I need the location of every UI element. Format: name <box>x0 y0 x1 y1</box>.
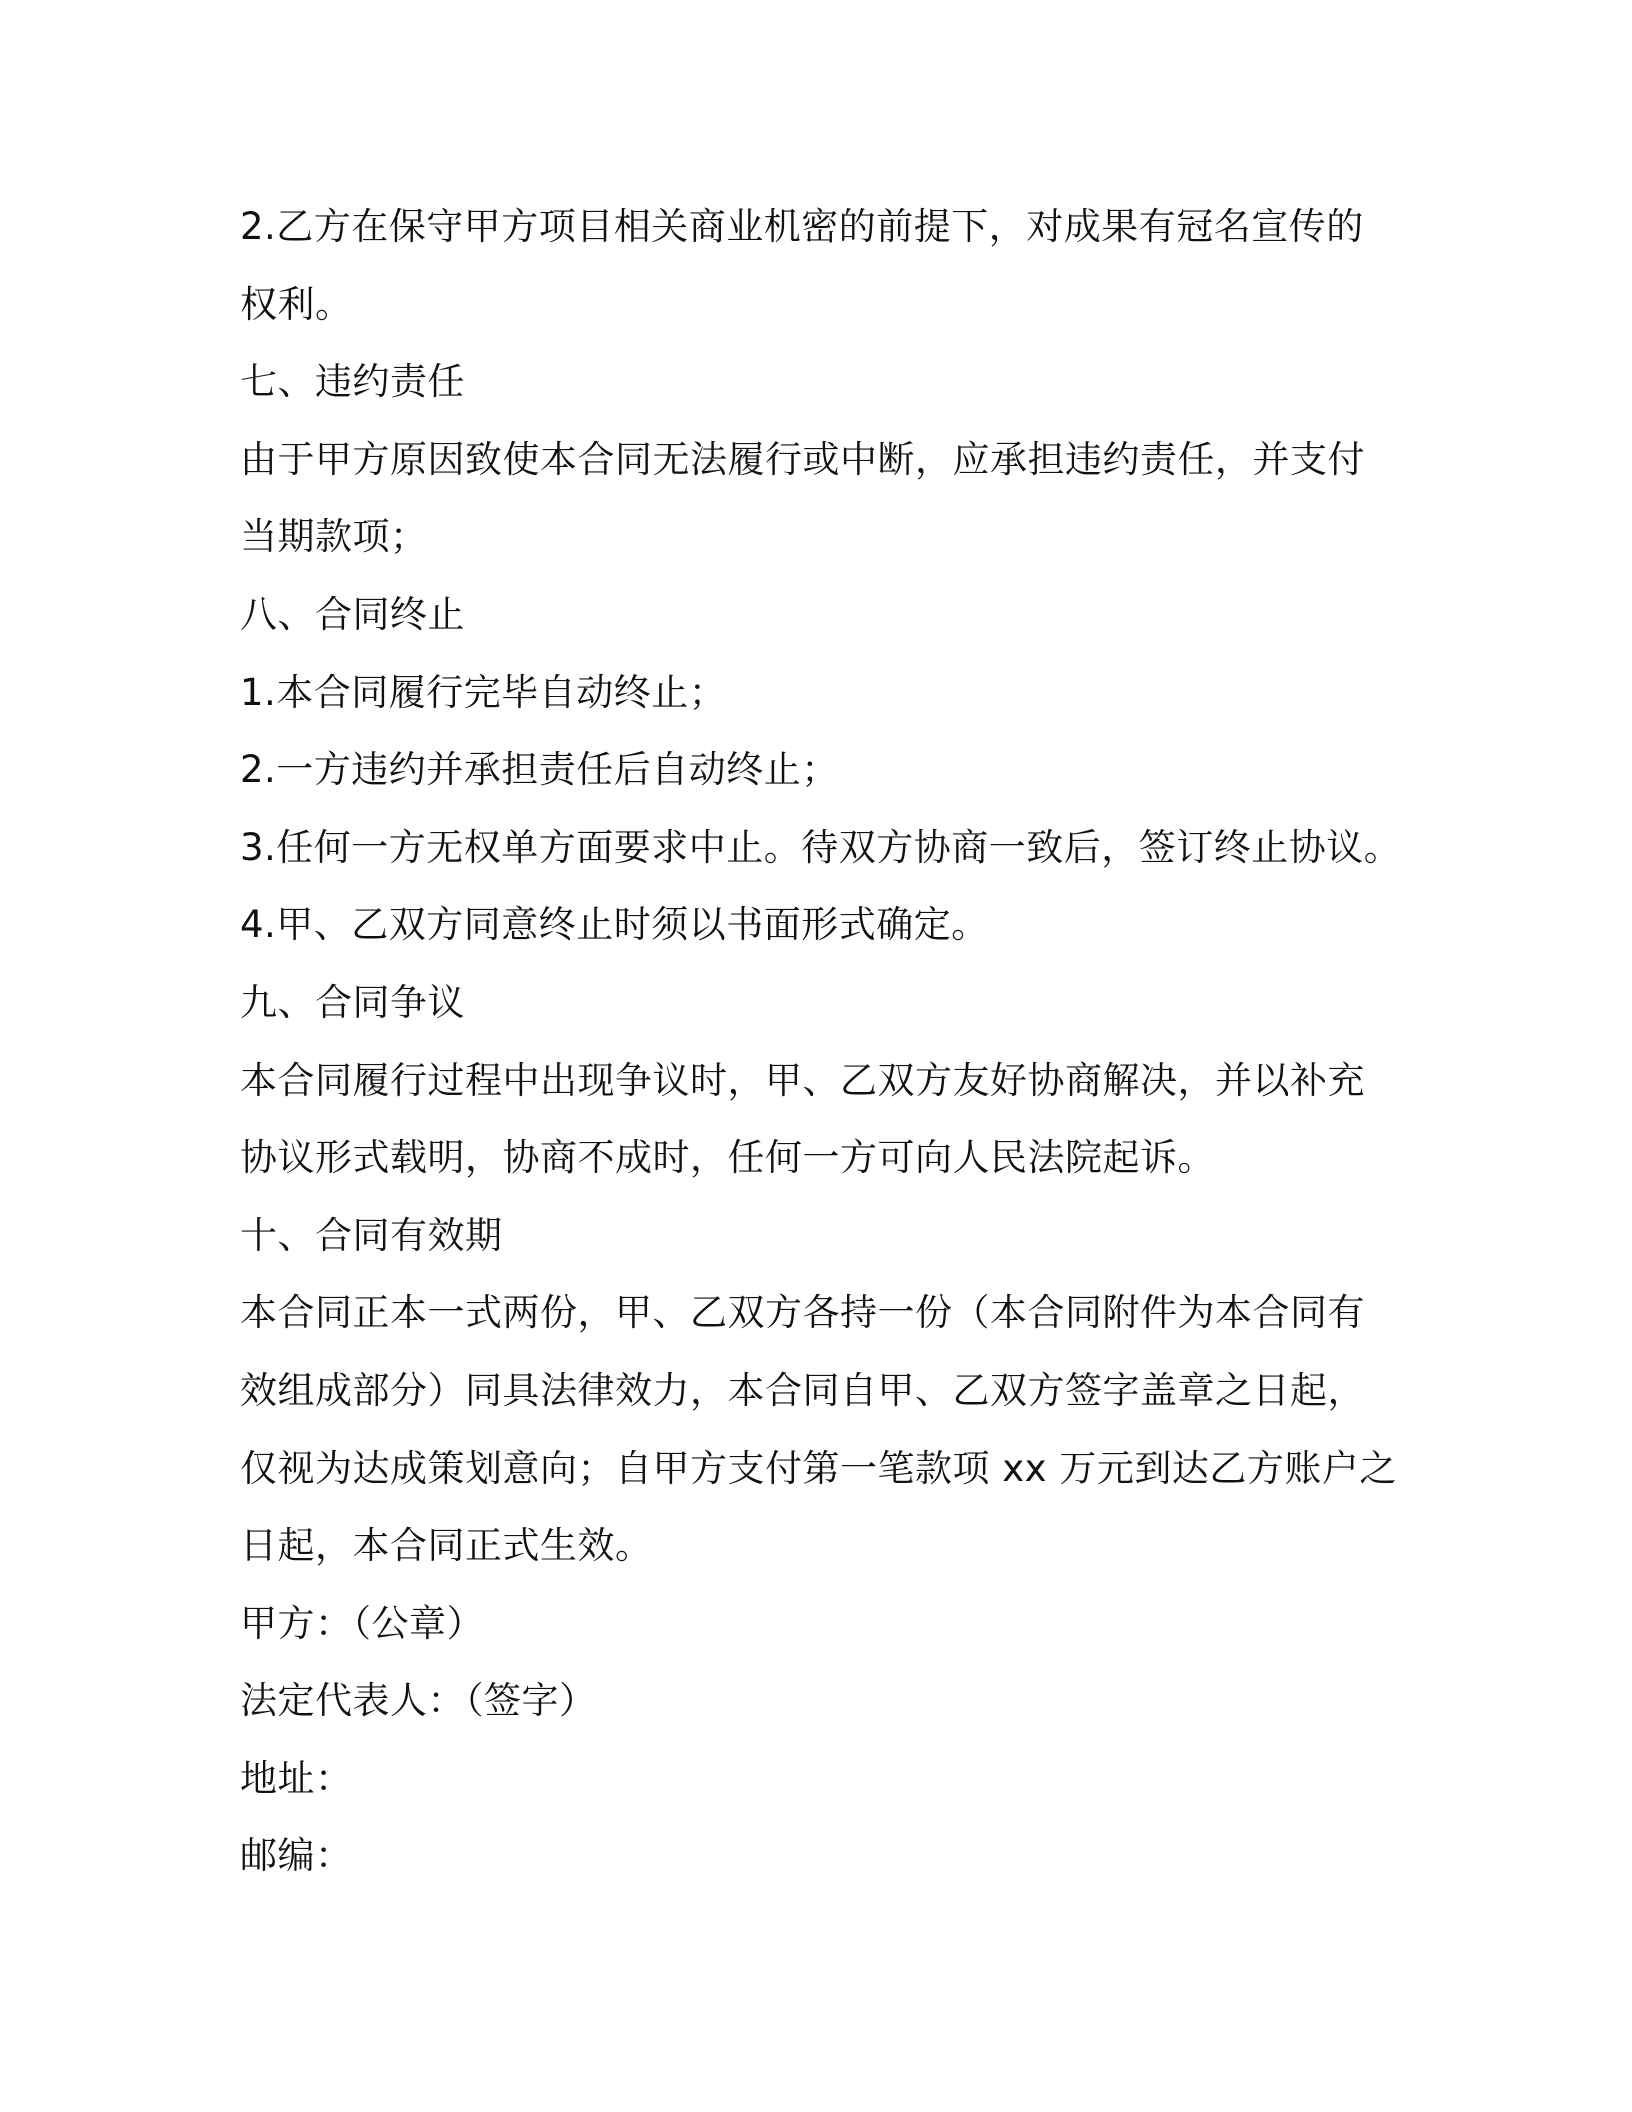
postcode-label: 邮编： <box>240 1834 353 1878</box>
validity-text-line-1: 本合同正本一式两份，甲、乙双方各持一份（本合同附件为本合同有 <box>240 1291 1365 1335</box>
section-heading-validity: 十、合同有效期 <box>240 1213 503 1257</box>
termination-clause-4: 4.甲、乙双方同意终止时须以书面形式确定。 <box>240 903 989 947</box>
address-label: 地址： <box>240 1756 353 1800</box>
party-a-seal-label: 甲方：（公章） <box>240 1601 484 1645</box>
breach-text-line-1: 由于甲方原因致使本合同无法履行或中断，应承担违约责任，并支付 <box>240 437 1365 481</box>
section-heading-termination: 八、合同终止 <box>240 592 465 636</box>
document-body <box>240 188 1400 1895</box>
termination-clause-3: 3.任何一方无权单方面要求中止。待双方协商一致后，签订终止协议。 <box>240 825 1402 869</box>
clause-6-2-line-1: 2.乙方在保守甲方项目相关商业机密的前提下，对成果有冠名宣传的 <box>240 205 1364 248</box>
validity-text-line-2: 效组成部分）同具法律效力，本合同自甲、乙双方签字盖章之日起， <box>240 1368 1365 1412</box>
dispute-text-line-1: 本合同履行过程中出现争议时，甲、乙双方友好协商解决，并以补充 <box>240 1058 1365 1102</box>
breach-text-line-2: 当期款项； <box>240 515 428 559</box>
section-heading-dispute: 九、合同争议 <box>240 980 465 1024</box>
termination-clause-1: 1.本合同履行完毕自动终止； <box>240 670 727 714</box>
validity-text-line-3: 仅视为达成策划意向；自甲方支付第一笔款项 xx 万元到达乙方账户之 <box>240 1446 1397 1490</box>
validity-text-line-4: 日起，本合同正式生效。 <box>240 1524 653 1568</box>
section-heading-breach: 七、违约责任 <box>240 360 465 404</box>
legal-representative-label: 法定代表人：（签字） <box>240 1679 597 1723</box>
clause-6-2-line-2: 权利。 <box>240 282 353 326</box>
dispute-text-line-2: 协议形式载明，协商不成时，任何一方可向人民法院起诉。 <box>240 1136 1215 1180</box>
termination-clause-2: 2.一方违约并承担责任后自动终止； <box>240 748 839 792</box>
